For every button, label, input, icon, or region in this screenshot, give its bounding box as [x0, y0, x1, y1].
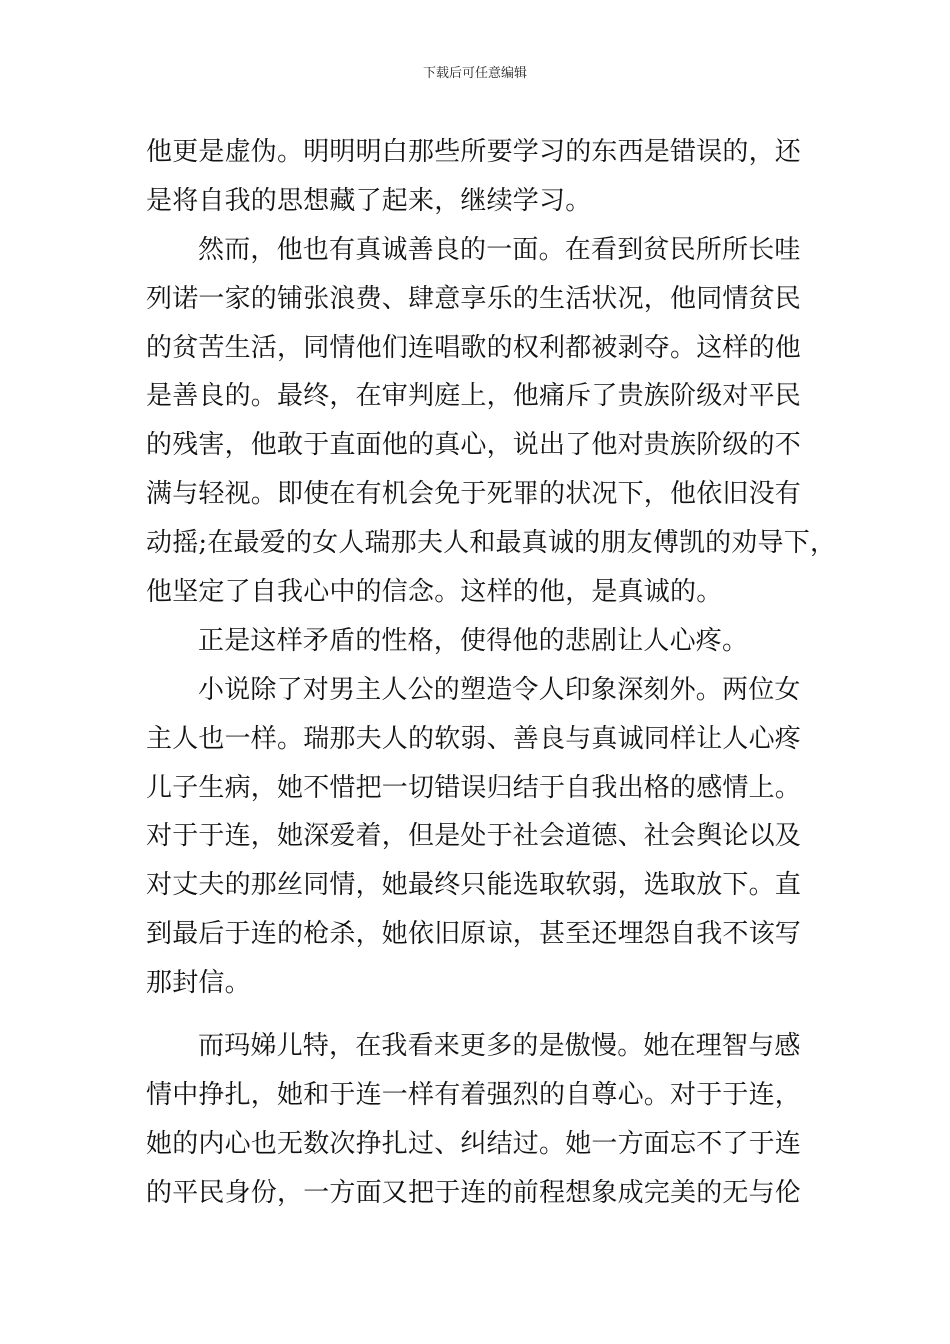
- text-line: 的平民身份，一方面又把于连的前程想象成完美的无与伦: [146, 1177, 802, 1208]
- text-line: 她的内心也无数次挣扎过、纠结过。她一方面忘不了于连: [146, 1128, 802, 1159]
- text-line: 然而，他也有真诚善良的一面。在看到贫民所所长哇: [198, 234, 801, 265]
- text-line: 动摇;在最爱的女人瑞那夫人和最真诚的朋友傅凯的劝导下，: [146, 528, 837, 559]
- text-line: 正是这样矛盾的性格，使得他的悲剧让人心疼。: [198, 625, 749, 656]
- text-line: 那封信。: [146, 968, 251, 999]
- text-line: 对于于连，她深爱着，但是处于社会道德、社会舆论以及: [146, 821, 802, 852]
- text-line: 小说除了对男主人公的塑造令人印象深刻外。两位女: [198, 674, 801, 705]
- body-text: [146, 128, 837, 1218]
- text-line: 对丈夫的那丝同情，她最终只能选取软弱，选取放下。直: [146, 870, 802, 901]
- text-line: 列诺一家的铺张浪费、肆意享乐的生活状况，他同情贫民: [146, 283, 802, 314]
- text-line: 的残害，他敢于直面他的真心，说出了他对贵族阶级的不: [146, 430, 802, 461]
- text-line: 满与轻视。即使在有机会免于死罪的状况下，他依旧没有: [146, 479, 802, 510]
- text-line: 到最后于连的枪杀，她依旧原谅，甚至还埋怨自我不该写: [146, 919, 802, 950]
- text-line: 主人也一样。瑞那夫人的软弱、善良与真诚同样让人心疼: [146, 723, 802, 754]
- page-header: 下载后可任意编辑: [422, 66, 527, 81]
- text-line: 是善良的。最终，在审判庭上，他痛斥了贵族阶级对平民: [146, 381, 802, 412]
- text-line: 儿子生病，她不惜把一切错误归结于自我出格的感情上。: [146, 772, 802, 803]
- paragraph-gap: [146, 1008, 816, 1022]
- text-line: 而玛娣儿特，在我看来更多的是傲慢。她在理智与感: [198, 1031, 801, 1062]
- text-line: 的贫苦生活，同情他们连唱歌的权利都被剥夺。这样的他: [146, 332, 802, 363]
- text-line: 情中挣扎，她和于连一样有着强烈的自尊心。对于于连，: [146, 1079, 802, 1110]
- text-line: 他坚定了自我心中的信念。这样的他，是真诚的。: [146, 577, 723, 608]
- text-line: 他更是虚伪。明明明白那些所要学习的东西是错误的，还: [146, 137, 802, 167]
- text-line: 是将自我的思想藏了起来，继续学习。: [146, 185, 592, 216]
